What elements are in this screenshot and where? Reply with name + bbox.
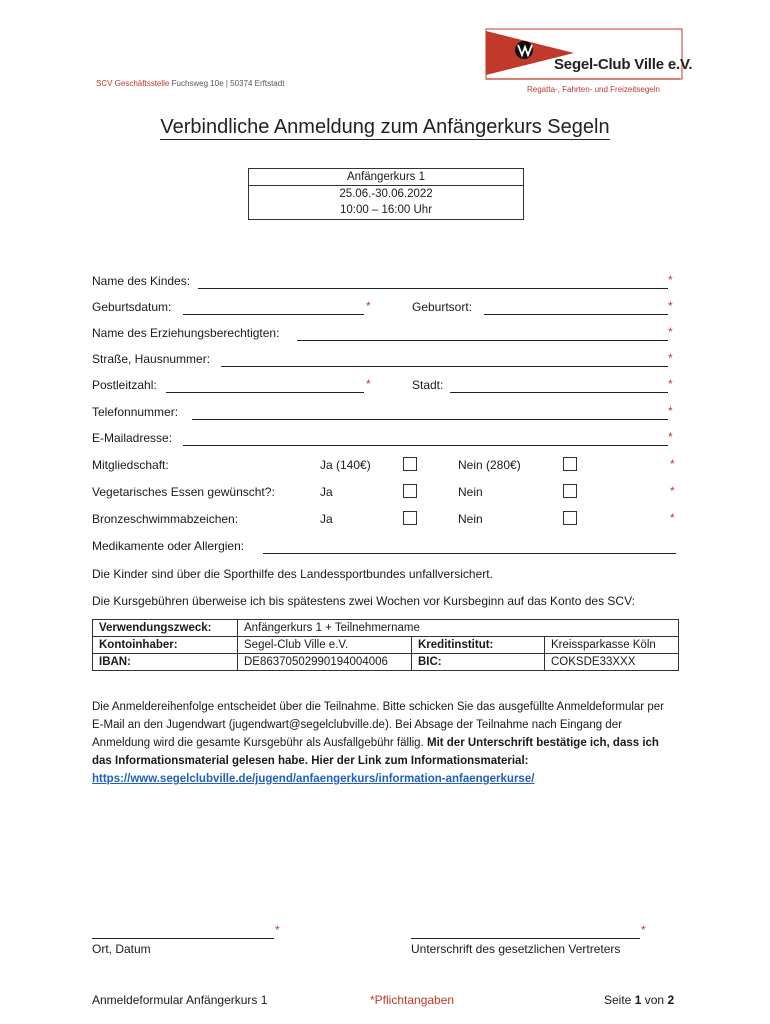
logo-name: Segel-Club Ville e.V. [554,56,693,73]
payment-note: Die Kursgebühren überweise ich bis spätestens zwei Wochen vor Kursbeginn auf das Konto des SCV: [92,594,635,608]
bronze-no-label: Nein [458,512,483,526]
required-mark: * [668,299,673,313]
child-name-label: Name des Kindes: [92,274,191,288]
street-field[interactable] [221,366,668,367]
info-text: Die Anmeldereihenfolge entscheidet über die Teilnahme. Bitte schicken Sie das ausgefüllte Anmeldeformular per E-Mail an den Jugendwart (jugendwart@segelclubville.de). Bei Absage der Teilnahme nach Eingang der Anmeldung wird die gesamte Kursgebühr als Ausfallgebühr fällig. [92,701,664,749]
birth-place-field[interactable] [484,314,668,315]
required-mark: * [670,511,675,525]
required-mark: * [275,923,280,937]
required-mark: * [668,430,673,444]
footer-required-note: *Pflichtangaben [370,993,455,1007]
membership-yes-checkbox[interactable] [403,457,417,471]
logo-tagline: Regatta-, Fahrten- und Freizeitsegeln [527,85,660,94]
birth-date-label: Geburtsdatum: [92,300,172,314]
info-material-link[interactable]: https://www.segelclubville.de/jugend/anfaengerkurs/information-anfaengerkurse/ [92,773,535,785]
membership-yes-label: Ja (140€) [320,458,371,472]
membership-no-label: Nein (280€) [458,458,521,472]
vegetarian-no-checkbox[interactable] [563,484,577,498]
footer-form-name: Anmeldeformular Anfängerkurs 1 [92,993,268,1007]
required-mark: * [668,325,673,339]
insurance-note: Die Kinder sind über die Sporthilfe des Landessportbundes unfallversichert. [92,567,493,581]
required-mark: * [668,377,673,391]
city-field[interactable] [450,392,668,393]
header-address [96,79,284,88]
vegetarian-no-label: Nein [458,485,483,499]
street-label: Straße, Hausnummer: [92,352,211,366]
bronze-yes-checkbox[interactable] [403,511,417,525]
page-title: Verbindliche Anmeldung zum Anfängerkurs Segeln [160,116,610,138]
footer-page-number: Seite 1 von 2 [604,993,675,1007]
required-mark: * [668,273,673,287]
membership-label: Mitgliedschaft: [92,458,169,472]
email-label: E-Mailadresse: [92,431,173,445]
bronze-no-checkbox[interactable] [563,511,577,525]
bic-value: COKSDE33XXX [545,654,679,671]
course-dates: 25.06.-30.06.2022 [339,188,433,200]
required-mark: * [641,923,646,937]
bronze-yes-label: Ja [320,512,333,526]
medication-field[interactable] [263,553,676,554]
table-row [93,637,679,654]
vegetarian-label: Vegetarisches Essen gewünscht?: [92,485,275,499]
holder-label: Kontoinhaber: [93,637,238,654]
required-mark: * [670,484,675,498]
required-mark: * [668,404,673,418]
holder-value: Segel-Club Ville e.V. [238,637,412,654]
city-label: Stadt: [412,378,444,392]
course-time: 10:00 – 16:00 Uhr [339,204,433,216]
birth-date-field[interactable] [183,314,364,315]
vegetarian-yes-checkbox[interactable] [403,484,417,498]
course-name: Anfängerkurs 1 [249,169,523,186]
confirmation-text: Mit der Unterschrift bestätige ich, dass ich das Informationsmaterial gelesen habe. Hier der Link zum Informationsmaterial: [92,737,659,767]
purpose-label: Verwendungszweck: [93,620,238,637]
place-date-field[interactable] [92,938,274,939]
info-paragraph [92,698,672,788]
institute-label: Kreditinstitut: [412,637,545,654]
vegetarian-yes-label: Ja [320,485,333,499]
child-name-field[interactable] [198,288,668,289]
required-mark: * [668,351,673,365]
bank-details-table [92,619,679,671]
guardian-signature-field[interactable] [411,938,640,939]
required-mark: * [366,299,371,313]
purpose-value: Anfängerkurs 1 + Teilnehmername [238,620,679,637]
required-mark: * [670,457,675,471]
bic-label: BIC: [412,654,545,671]
iban-label: IBAN: [93,654,238,671]
iban-value: DE86370502990194004006 [238,654,412,671]
bronze-badge-label: Bronzeschwimmabzeichen: [92,512,239,526]
course-info-box [248,168,524,220]
birth-place-label: Geburtsort: [412,300,473,314]
medication-label: Medikamente oder Allergien: [92,539,245,553]
required-mark: * [366,377,371,391]
address-rest: Fuchsweg 10e | 50374 Erftstadt [171,79,285,88]
phone-label: Telefonnummer: [92,405,179,419]
guardian-name-field[interactable] [297,340,668,341]
table-row [93,620,679,637]
postal-code-field[interactable] [166,392,364,393]
place-date-label: Ort, Datum [92,942,151,956]
table-row [93,654,679,671]
guardian-signature-label: Unterschrift des gesetzlichen Vertreters [411,942,621,956]
address-org: SCV Geschäftsstelle [96,79,170,88]
guardian-name-label: Name des Erziehungsberechtigten: [92,326,280,340]
membership-no-checkbox[interactable] [563,457,577,471]
postal-code-label: Postleitzahl: [92,378,157,392]
phone-field[interactable] [192,419,668,420]
email-field[interactable] [183,445,668,446]
institute-value: Kreissparkasse Köln [545,637,679,654]
